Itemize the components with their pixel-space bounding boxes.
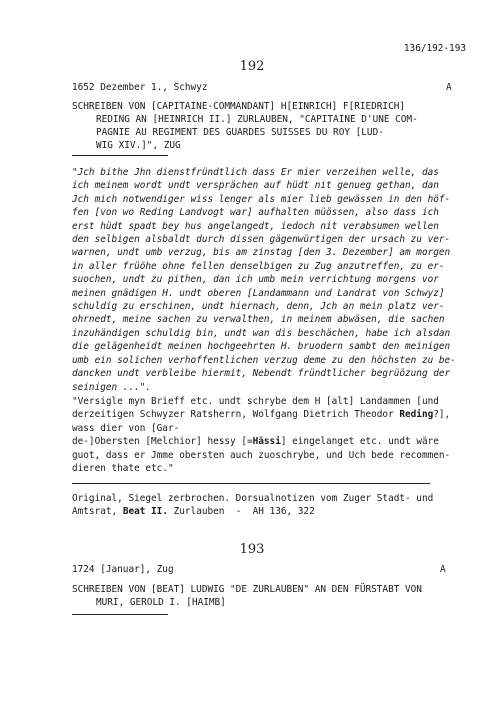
- separator-rule: [72, 614, 168, 615]
- quote-line: ich meinem wordt undt versprächen auf hüdt nit genueg gethan, dan: [72, 180, 439, 192]
- quote-line: in aller früöhe ohne fellen denselbigen zu Zug anzutreffen, zu er-: [72, 260, 445, 272]
- document-date-place: 1652 Dezember 1., Schwyz: [72, 82, 208, 93]
- document-title: [72, 583, 422, 609]
- quote-line: suochen, undt zu pithen, dan ich umb mein verrichtung morgens vor: [72, 274, 439, 286]
- note-line: dieren thate etc.": [72, 463, 174, 475]
- person-name: Beat II.: [122, 506, 168, 517]
- quote-line: warnen, undt umb verzug, bis am zinstag [den 3. Dezember] am morgen: [72, 247, 451, 259]
- quote-line: fen [von wo Reding Landvogt war] aufhalten müössen, also dass ich: [72, 207, 439, 219]
- document-date-place: 1724 [Januar], Zug: [72, 564, 174, 575]
- separator-rule: [72, 483, 430, 484]
- quote-line: umb ein solichen verhoffentlichen verzug deme zu den höchsten zu be-: [72, 354, 456, 366]
- source-text: Zurlauben - AH 136, 322: [167, 506, 315, 517]
- note-line: guot, dass er Jmme obersten auch zuoschrybe, und Uch bede recommen-: [72, 449, 451, 461]
- source-line: Original, Siegel zerbrochen. Dorsualnotizen vom Zuger Stadt- und: [72, 493, 434, 504]
- quote-line: ohrnedt, meine sachen zu verwalthen, in meinem abwäsen, die sachen: [72, 314, 445, 326]
- document-number: 193: [239, 542, 265, 557]
- note-text: ?],: [433, 409, 451, 421]
- quote-line: inzuhändigen schuldig bin, undt wan dis beschächen, habe ich alsdan: [72, 327, 451, 339]
- source-text: Amtsrat,: [72, 506, 123, 517]
- source-note: [72, 492, 433, 518]
- quote-line: "Jch bithe Jhn dienstfründtlich dass Er mier verzeihen welle, das: [72, 167, 439, 178]
- quote-line: den selbigen alsbaldt durch dissen gägenwürtigen der ursach zu ver-: [72, 234, 451, 246]
- note-text: derzeitigen Schwyzer Ratsherrn, Wolfgang Dietrich Theodor: [72, 409, 400, 421]
- person-name: Hässi: [252, 436, 281, 448]
- note-line: wass dier von [Gar-: [72, 422, 180, 434]
- document-title: [72, 100, 418, 152]
- separator-rule: [72, 155, 168, 156]
- person-name: Reding: [399, 409, 434, 421]
- quote-line: dancken undt verbleibe hiermit, Nebendt fründtlicher begrüözung der: [72, 368, 451, 380]
- note-line: [72, 408, 450, 421]
- dorsal-note-text: [72, 395, 450, 475]
- note-text: de-]Obersten [Melchior] hessy [=: [72, 436, 253, 448]
- title-line: SCHREIBEN VON [CAPITAINE-COMMANDANT] H[EINRICH] F[RIEDRICH]: [72, 101, 406, 112]
- title-line: MURI, GEROLD I. [HAIMB]: [96, 597, 226, 608]
- title-line: SCHREIBEN VON [BEAT] LUDWIG "DE ZURLAUBEN" AN DEN FÜRSTABT VON: [72, 584, 422, 595]
- quote-line: Jch mich notwendiger wiss lenger als mier lieb gewässen in den höf-: [72, 193, 451, 205]
- document-number: 192: [239, 59, 265, 74]
- quote-line: die gelägenheidt meinen hochgeehrten H. bruodern sambt den meinigen: [72, 341, 451, 353]
- quote-line: schuldig zu erschinen, undt hiernach, denn, Jch an mein platz ver-: [72, 301, 445, 313]
- document-marker: A: [446, 82, 452, 93]
- quote-line: erst hüdt spadt bey hus angelangedt, iedoch nit verabsumen wellen: [72, 220, 439, 232]
- quoted-letter-text: [72, 166, 456, 394]
- source-line: [72, 505, 433, 518]
- title-line: WIG XIV.]", ZUG: [96, 140, 181, 151]
- title-line: REDING AN [HEINRICH II.] ZURLAUBEN, "CAPITAINE D'UNE COM-: [96, 114, 418, 125]
- note-text: ] eingelanget etc. undt wäre: [280, 436, 439, 448]
- page-reference: 136/192-193: [403, 43, 466, 54]
- quote-line: seinigen ...".: [72, 381, 152, 393]
- quote-line: meinen gnädigen H. undt oberen [Landammann und Landrat von Schwyz]: [72, 287, 445, 299]
- note-line: "Versigle myn Brieff etc. undt schrybe dem H [alt] Landammen [und: [72, 396, 439, 407]
- title-line: PAGNIE AU REGIMENT DES GUARDES SUISSES DU ROY [LUD-: [96, 127, 384, 138]
- document-marker: A: [440, 564, 446, 575]
- note-line: [72, 435, 450, 448]
